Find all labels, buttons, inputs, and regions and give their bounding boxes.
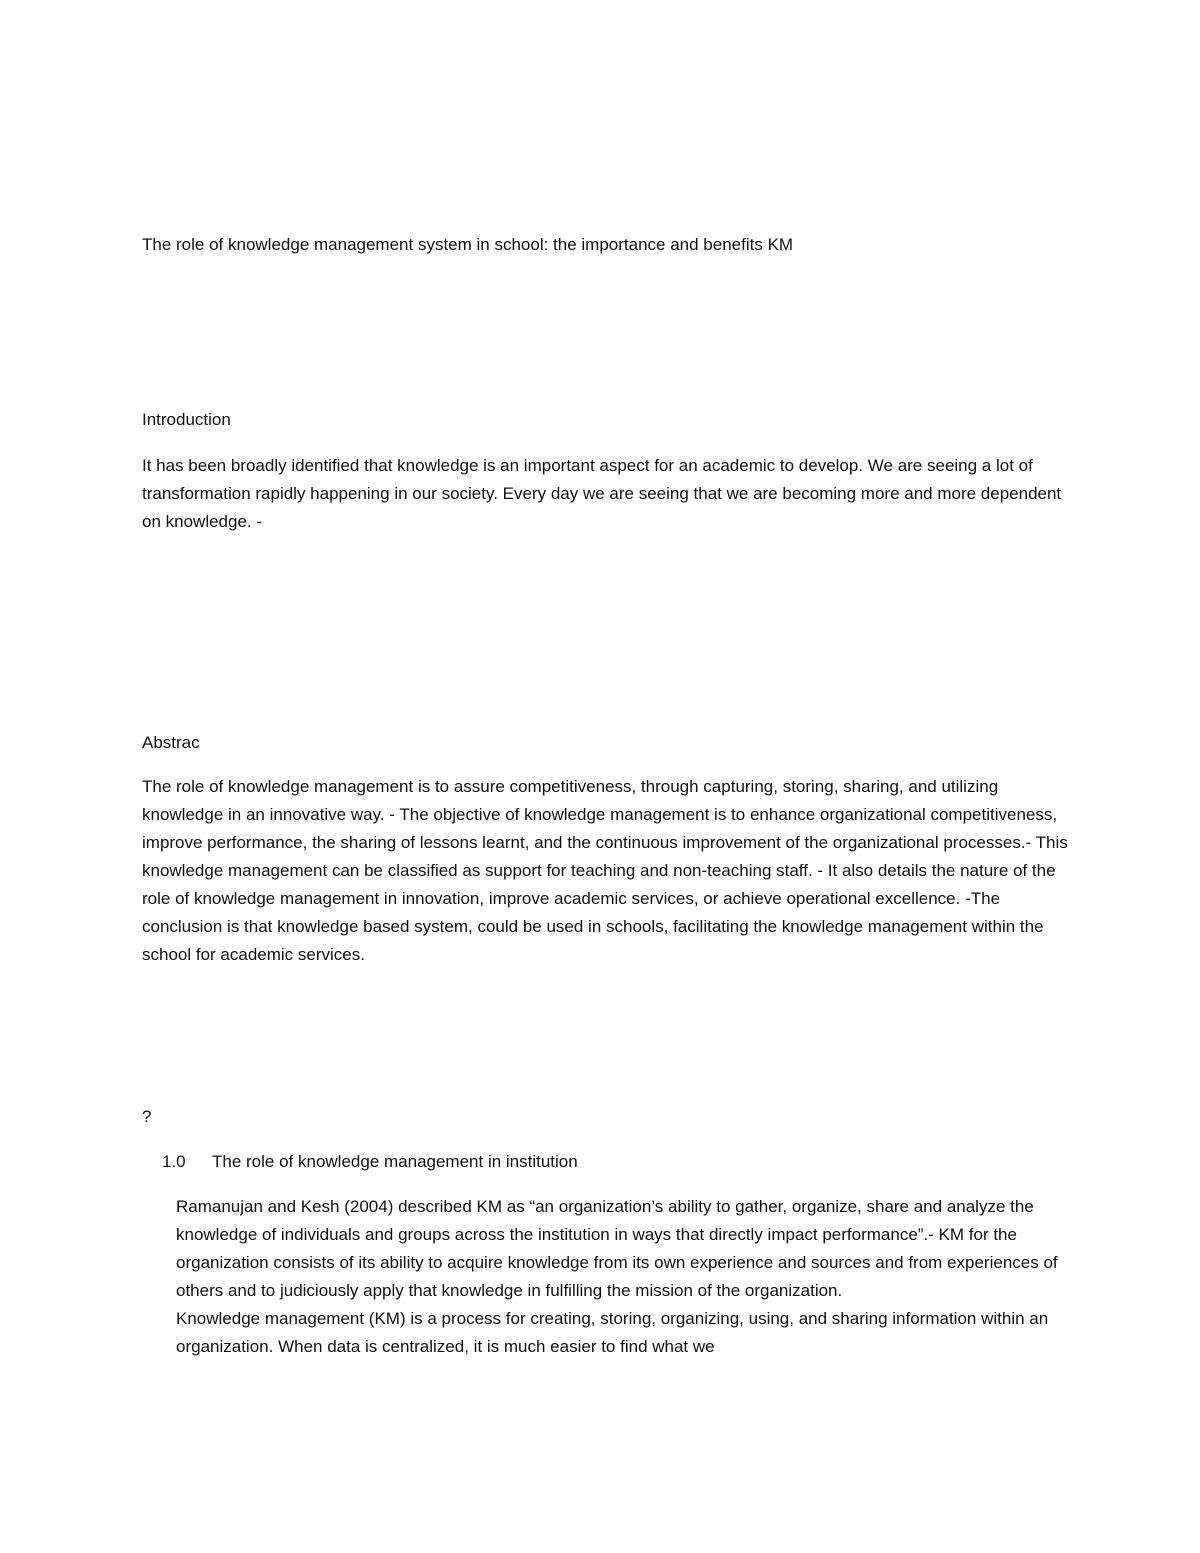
introduction-paragraph: It has been broadly identified that knowledge is an important aspect for an academic to develop. We are seeing a lot of transformation rapidly happening in our society. Every day we are seeing that we are becoming more and more dependent on knowledge. - <box>142 456 1062 531</box>
document-title: The role of knowledge management system in school: the importance and benefits KM <box>142 235 794 254</box>
section-paragraph-2: Knowledge management (KM) is a process for creating, storing, organizing, using, and sharing information within an organization. When data is centralized, it is much easier to find what we <box>176 1309 1049 1356</box>
abstract-heading: Abstrac <box>142 733 200 752</box>
introduction-heading: Introduction <box>142 410 231 429</box>
section-heading <box>162 1148 962 1176</box>
section-body <box>176 1193 1076 1361</box>
abstract-paragraph: The role of knowledge management is to assure competitiveness, through capturing, storing, sharing, and utilizing knowledge in an innovative way. - The objective of knowledge management is to enhance organizational competitiveness, improve performance, the sharing of lessons learnt, and the continuous improvement of the organizational processes.- This knowledge management can be classified as support for teaching and non-teaching staff. - It also details the nature of the role of knowledge management in innovation, improve academic services, or achieve operational excellence. -The conclusion is that knowledge based system, could be used in schools, facilitating the knowledge management within the school for academic services. <box>142 777 1068 964</box>
question-mark: ? <box>142 1107 152 1126</box>
section-heading-text: The role of knowledge management in institution <box>212 1152 578 1171</box>
section-number: 1.0 <box>162 1152 186 1171</box>
section-paragraph-1: Ramanujan and Kesh (2004) described KM as “an organization’s ability to gather, organize, share and analyze the knowledge of individuals and groups across the institution in ways that directly impact performance”.- KM for the organization consists of its ability to acquire knowledge from its own experience and sources and from experiences of others and to judiciously apply that knowledge in fulfilling the mission of the organization. <box>176 1197 1058 1300</box>
